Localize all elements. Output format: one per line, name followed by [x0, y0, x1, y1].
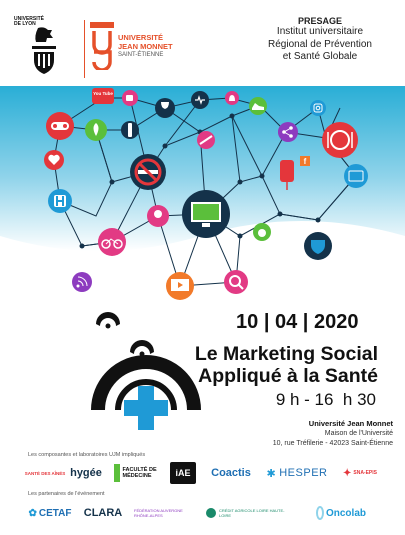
- event-day: 10: [236, 311, 259, 333]
- hospital-icon: [48, 189, 72, 213]
- header-divider: [84, 20, 85, 78]
- heart-icon: [44, 150, 64, 170]
- organization-block: [245, 16, 395, 64]
- faculte-medecine-logo: [112, 462, 162, 484]
- internal-partners-label: Les composantes et laboratoires UJM impliqués: [28, 452, 146, 458]
- partner-name: FÉDÉRATION AUVERGNE RHÔNE-ALPES: [134, 508, 183, 518]
- tea-cup-icon: [122, 90, 138, 106]
- oncolab-mark-icon: [316, 506, 324, 520]
- event-date: [236, 311, 358, 334]
- sna-epis-mark-icon: ✦: [342, 467, 352, 479]
- partner-name: SANTÉ DES AÎNÉS: [24, 470, 66, 476]
- oncolab-logo: [316, 500, 366, 526]
- org-line-2: Régional de Prévention: [268, 38, 372, 50]
- lion-crest-icon: [14, 14, 62, 78]
- date-separator: |: [263, 311, 270, 333]
- wine-glass-icon: [155, 98, 175, 118]
- org-line-3: et Santé Globale: [282, 51, 358, 62]
- website-icon: [344, 164, 368, 188]
- ujm-name-line2: JEAN MONNET: [118, 41, 173, 51]
- partner-name: HESPER: [279, 467, 328, 479]
- external-partners-label: Les partenaires de l'événement: [28, 491, 105, 497]
- faculte-mark-icon: [114, 464, 120, 482]
- rss-icon: [72, 272, 92, 292]
- svg-text:f: f: [303, 157, 307, 166]
- hesper-star-icon: ✱: [266, 467, 277, 480]
- org-acronym: PRESAGE: [297, 16, 342, 26]
- partner-name: CETAF: [38, 507, 72, 519]
- svg-text:DE LYON: DE LYON: [14, 21, 36, 27]
- sante-des-aines-logo: [26, 463, 64, 483]
- sna-epis-logo: [336, 463, 384, 483]
- coactis-logo: [202, 463, 260, 483]
- cetaf-mark-icon: ✿: [28, 507, 37, 519]
- partner-name: SNA-EPIS: [353, 470, 377, 476]
- artichoke-icon: [85, 119, 107, 141]
- iae-logo: [170, 462, 196, 484]
- gamepad-icon: [46, 112, 74, 140]
- ujm-name: [118, 34, 198, 51]
- venue-name: Université Jean Monnet: [308, 419, 393, 428]
- partner-name: Oncolab: [325, 507, 366, 519]
- hygee-logo: [66, 463, 106, 483]
- partner-name: FACULTÉ DE MÉDECINE: [122, 466, 157, 479]
- venue-block: [213, 419, 393, 448]
- event-time: 9 h - 16 h 30: [275, 390, 376, 409]
- org-line-1: Institut universitaire: [276, 26, 364, 37]
- partner-name: CLARA: [83, 507, 123, 519]
- dumbbell-icon: [197, 131, 215, 149]
- shield-icon: [304, 232, 332, 260]
- ujm-name-line1: UNIVERSITÉ: [118, 33, 164, 42]
- sneaker-icon: [249, 97, 267, 115]
- youtube-label: You Tube: [93, 91, 113, 96]
- no-smoking-icon: [130, 154, 166, 190]
- heart-rate-icon: [191, 91, 209, 109]
- partner-name: Coactis: [211, 467, 251, 479]
- event-year: 2020: [313, 311, 359, 333]
- share-purple-icon: [278, 122, 298, 142]
- date-separator: |: [302, 311, 309, 333]
- svg-text:UNIVERSITÉ: UNIVERSITÉ: [14, 16, 45, 22]
- partner-name: CRÉDIT AGRICOLE LOIRE HAUTE-LOIRE: [219, 508, 285, 518]
- hesper-logo: [264, 463, 330, 483]
- event-title-line2: Appliqué à la Santé: [198, 365, 378, 387]
- venue-building: Maison de l'Université: [324, 430, 393, 437]
- ujm-logo-mark-icon: [90, 22, 114, 70]
- facebook-icon: [300, 156, 310, 166]
- cetaf-logo: [26, 503, 74, 523]
- search-icon: [224, 270, 248, 294]
- nurse-icon: [147, 205, 169, 227]
- federation-ara-logo: [134, 502, 194, 524]
- health-network-illustration: [0, 86, 405, 316]
- monitor-icon: [182, 190, 230, 238]
- event-title-line1: Le Marketing Social: [194, 343, 378, 365]
- instagram-icon: [310, 100, 326, 116]
- event-month: 04: [274, 311, 298, 333]
- clara-logo: [80, 502, 126, 524]
- bell-icon: [225, 91, 239, 105]
- video-icon: [166, 272, 194, 300]
- apple-icon: [253, 223, 271, 241]
- bicycle-icon: [98, 228, 126, 256]
- bottle-icon: [121, 121, 139, 139]
- youtube-icon: [92, 88, 114, 104]
- credit-agricole-logo: [206, 502, 288, 524]
- venue-address: 10, rue Tréfilerie - 42023 Saint-Étienne: [272, 439, 393, 447]
- plate-icon: [322, 122, 358, 158]
- credit-agricole-mark-icon: [206, 508, 216, 518]
- universite-de-lyon-logo: [14, 14, 62, 78]
- ujm-city: SAINT-ÉTIENNE: [118, 52, 164, 58]
- partner-name: hygée: [70, 467, 102, 479]
- partner-name: iAE: [175, 468, 191, 478]
